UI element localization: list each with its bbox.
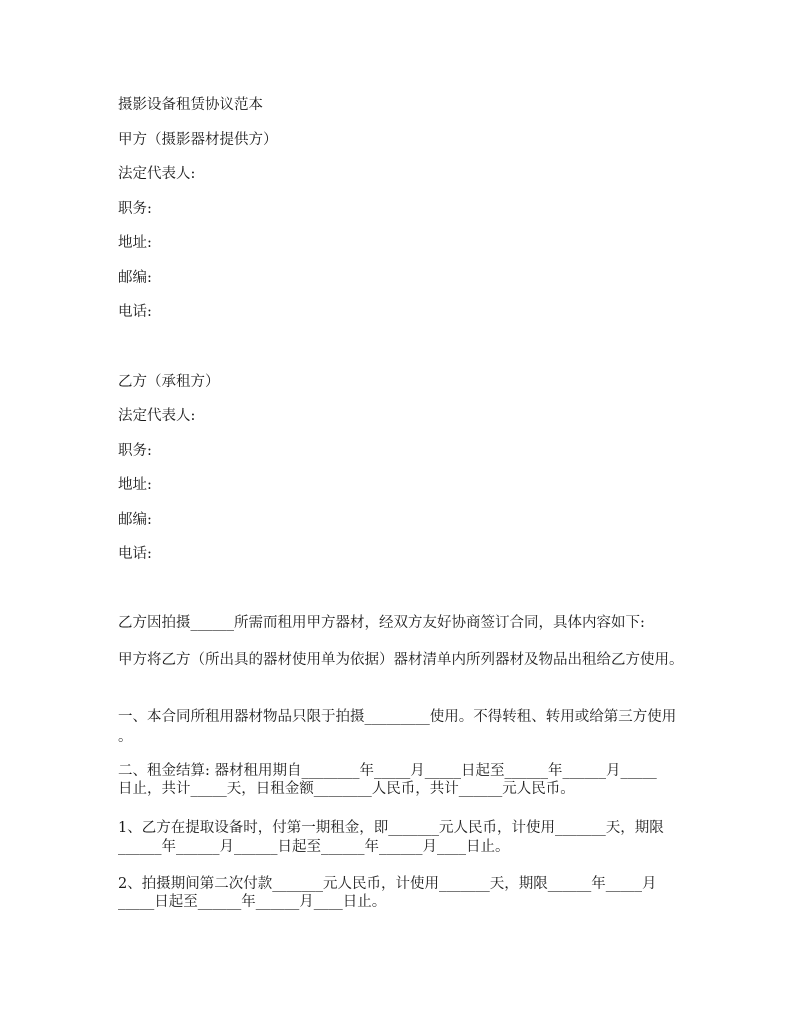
- party-b-postcode-label: 邮编:: [118, 512, 152, 528]
- clause-2-line-2: 日止，共计_____天，日租金额________人民币，共计______元人民币。: [118, 781, 575, 797]
- intro-paragraph-2: 甲方将乙方（所出具的器材使用单为依据）器材清单内所列器材及物品出租给乙方使用。: [118, 652, 684, 668]
- party-b-position-label: 职务:: [118, 443, 152, 459]
- clause-4-line-1: 2、拍摄期间第二次付款_______元人民币，计使用_______天，期限______年_____月: [118, 876, 657, 892]
- document-title: 摄影设备租赁协议范本: [118, 97, 263, 113]
- party-a-legal-rep-label: 法定代表人:: [118, 166, 196, 182]
- clause-1-line-1: 一、本合同所租用器材物品只限于拍摄_________使用。不得转租、转用或给第三方使用: [118, 709, 677, 725]
- party-a-position-label: 职务:: [118, 201, 152, 217]
- party-b-address-label: 地址:: [118, 477, 152, 493]
- party-b-phone-label: 电话:: [118, 546, 152, 562]
- party-a-postcode-label: 邮编:: [118, 270, 152, 286]
- clause-3-line-1: 1、乙方在提取设备时，付第一期租金，即_______元人民币，计使用_______天，期限: [118, 820, 664, 836]
- party-a-heading: 甲方（摄影器材提供方）: [118, 132, 278, 148]
- intro-paragraph-1: 乙方因拍摄______所需而租用甲方器材，经双方友好协商签订合同，具体内容如下:: [118, 615, 645, 631]
- clause-1-line-2: 。: [118, 729, 133, 745]
- clause-2-line-1: 二、租金结算: 器材租用期自________年_____月_____日起至______年______月_____: [118, 763, 657, 779]
- party-a-address-label: 地址:: [118, 235, 152, 251]
- clause-4-line-2: _____日起至______年______月____日止。: [118, 894, 387, 910]
- party-a-phone-label: 电话:: [118, 304, 152, 320]
- clause-3-line-2: ______年______月______日起至______年______月____日止。: [118, 839, 510, 855]
- party-b-legal-rep-label: 法定代表人:: [118, 408, 196, 424]
- party-b-heading: 乙方（承租方）: [118, 374, 220, 390]
